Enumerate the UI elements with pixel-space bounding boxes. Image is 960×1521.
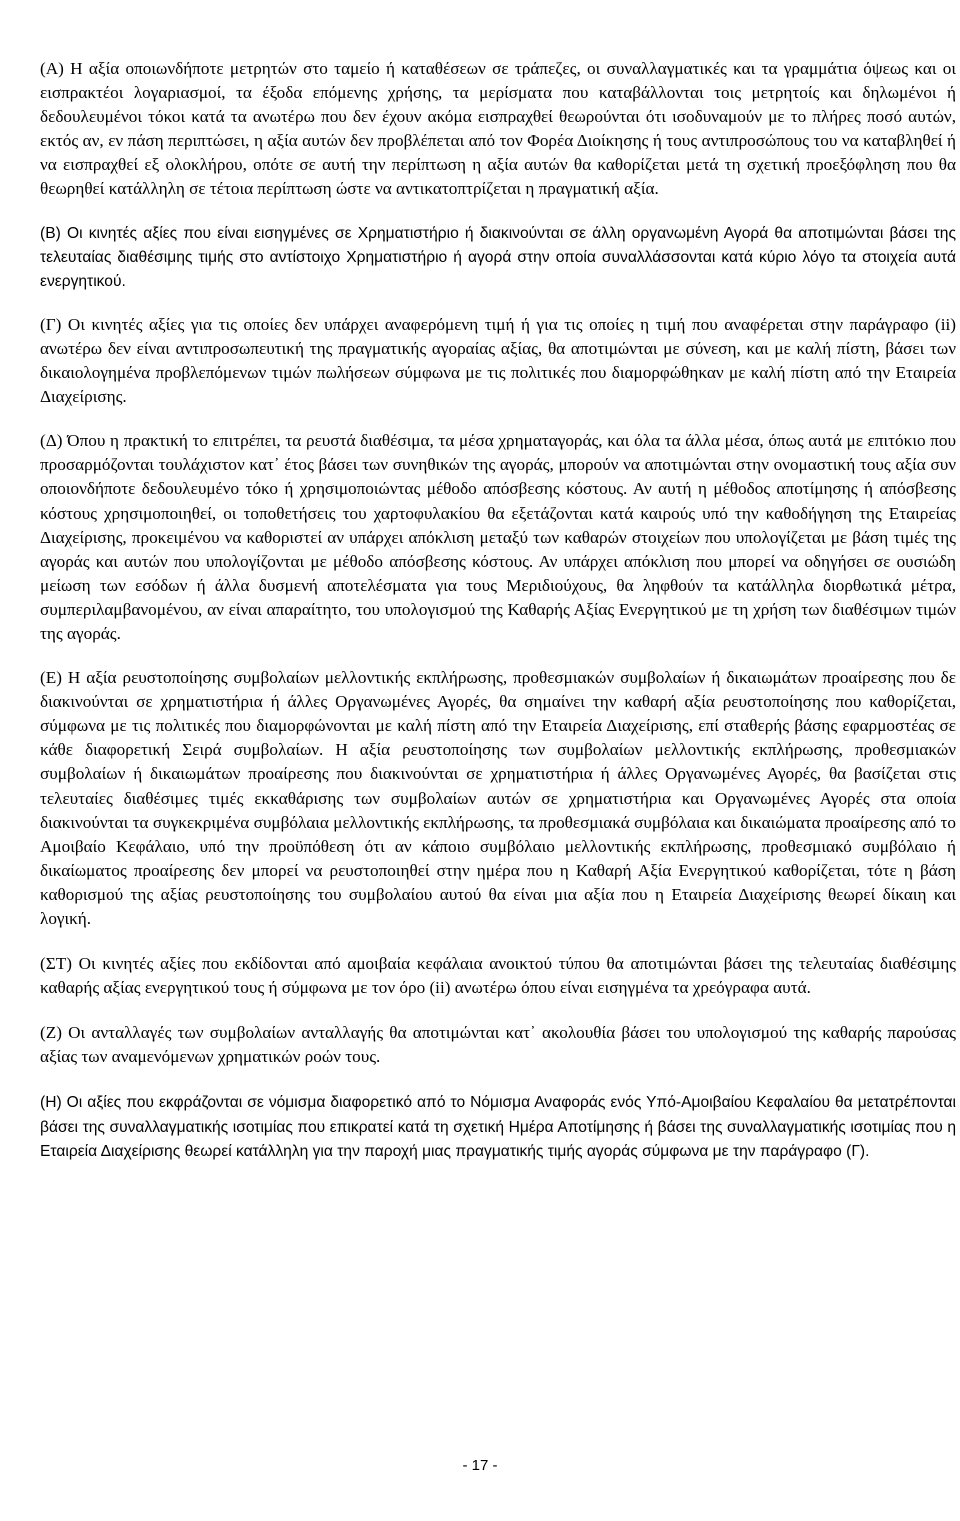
paragraph-c: (Γ) Οι κινητές αξίες για τις οποίες δεν υπάρχει αναφερόμενη τιμή ή για τις οποίες η τιμή που αναφέρεται στην παράγραφο (ii) ανωτέρω δεν είναι αντιπροσωπευτική της πραγματικής αγοραίας αξίας, θα αποτιμώνται με σύνεση, και με καλή πίστη, βάσει των δικαιολογημένα προβλεπόμενων τιμών πωλήσεων σύμφωνα με τις πολιτικές που διαμορφώθηκαν με καλή πίστη από την Εταιρεία Διαχείρισης. [40,314,956,407]
paragraph-e: (Ε) Η αξία ρευστοποίησης συμβολαίων μελλοντικής εκπλήρωσης, προθεσμιακών συμβολαίων ή δικαιωμάτων προαίρεσης που δε διακινούνται σε χρηματιστήρια ή άλλες Οργανωμένες Αγορές, θα σημαίνει την καθαρή αξία ρευστοποίησης που καθορίζεται, σύμφωνα με τις πολιτικές που διαμορφώνονται με καλή πίστη από την Εταιρεία Διαχείρισης, επί σταθερής βάσης εφαρμοστέας σε κάθε διαφορετική Σειρά συμβολαίων. Η αξία ρευστοποίησης των συμβολαίων μελλοντικής εκπλήρωσης, προθεσμιακών συμβολαίων ή δικαιωμάτων προαίρεσης που διακινούνται σε χρηματιστήρια ή άλλες Οργανωμένες Αγορές, θα βασίζεται στις τελευταίες διαθέσιμες τιμές εκκαθάρισης των συμβολαίων αυτών σε χρηματιστήρια και Οργανωμένες Αγορές στα οποία διακινούνται τα συγκεκριμένα συμβόλαια μελλοντικής εκπλήρωσης, τα προθεσμιακά συμβόλαια και δικαιώματα προαίρεσης από το Αμοιβαίο Κεφάλαιο, υπό την προϋπόθεση ότι αν κάποιο συμβόλαιο μελλοντικής εκπλήρωσης, προθεσμιακό συμβόλαιο ή δικαίωματος προαίρεσης δεν μπορεί να ρευστοποιηθεί στην ημέρα που η Καθαρή Αξία Ενεργητικού καθορίζεται, τότε η βάση καθορισμού της αξίας ρευστοποίησης του συμβολαίου αυτού θα είναι μια αξία που η Εταιρεία Διαχείρισης θεωρεί δίκαιη και λογική. [40,668,956,928]
page-number: - 17 - [462,1457,498,1474]
paragraph-st: (ΣΤ) Οι κινητές αξίες που εκδίδονται από αμοιβαία κεφάλαια ανοικτού τύπου θα αποτιμώνται βάσει της τελευταίας διαθέσιμης καθαρής αξίας ενεργητικού τους ή σύμφωνα με τον όρο (ii) ανωτέρω όπου είναι εισηγμένα τα χρεόγραφα αυτά. [40,954,956,998]
paragraph-a: (Α) Η αξία οποιωνδήποτε μετρητών στο ταμείο ή καταθέσεων σε τράπεζες, οι συναλλαγματικές και τα γραμμάτια όψεως και οι εισπρακτέοι λογαριασμοί, τα έξοδα επόμενης χρήσης, τα μερίσματα που καταβάλλονται τοις μετρητοίς και δηλωμένοι ή δεδουλευμένοι τόκοι κατά τα ανωτέρω που δεν έχουν ακόμα εισπραχθεί θεωρούνται ότι ισοδυναμούν με το πλήρες ποσό αυτών, εκτός αν, εν πάση περιπτώσει, η αξία αυτών δεν προβλέπεται από τον Φορέα Διοίκησης ή τους αντιπροσώπους του να καταβληθεί ή να εισπραχθεί εξ ολοκλήρου, οπότε σε αυτή την περίπτωση η αξία αυτών θα καθορίζεται μετά τη σχετική προεξόφληση που θα θεωρηθεί κατάλληλη σε τέτοια περίπτωση ώστε να αντικατοπτρίζεται η πραγματική αξία. [40,59,956,199]
paragraph-d: (Δ) Όπου η πρακτική το επιτρέπει, τα ρευστά διαθέσιμα, τα μέσα χρηματαγοράς, και όλα τα άλλα μέσα, όπως αυτά με επιτόκιο που προσαρμόζονται τουλάχιστον κατ᾽ έτος βάσει των συνηθικών της αγοράς, μπορούν να αποτιμώνται στην ονομαστική τους αξία συν οποιονδήποτε δεδουλευμένο τόκο ή χρησιμοποιώντας μέθοδο απόσβεσης κόστους. Αν αυτή η μέθοδος αποτίμησης ή απόσβεσης κόστους χρησιμοποιηθεί, οι τοποθετήσεις του χαρτοφυλακίου θα εξετάζονται κατά καιρούς υπό την καθοδήγηση της Εταιρείας Διαχείρισης, προκειμένου να καθοριστεί αν υπάρχει απόκλιση μεταξύ των καθαρών στοιχείων που υπολογίζεται με βάση τιμές της αγοράς και αυτών που υπολογίζονται με μέθοδο απόσβεσης κόστους. Αν υπάρχει απόκλιση που μπορεί να οδηγήσει σε ουσιώδη μείωση των εσόδων ή άλλα δυσμενή αποτελέσματα για τους Μεριδιούχους, θα ληφθούν τα κατάλληλα διορθωτικά μέτρα, συμπεριλαμβανομένου, αν είναι απαραίτητο, του υπολογισμού της Καθαρής Αξίας Ενεργητικού με τη χρήση των διαθέσιμων τιμών της αγοράς. [40,431,956,643]
paragraph-h: (Η) Οι αξίες που εκφράζονται σε νόμισμα διαφορετικό από το Νόμισμα Αναφοράς ενός Υπό-Αμοιβαίου Κεφαλαίου θα μετατρέπονται βάσει της συναλλαγματικής ισοτιμίας που επικρατεί κατά τη σχετική Ημέρα Αποτίμησης ή βάσει της συναλλαγματικής ισοτιμίας που η Εταιρεία Διαχείρισης θεωρεί κατάλληλη για την παροχή μιας πραγματικής τιμής αγοράς σύμφωνα με την παράγραφο (Γ). [40,1094,956,1160]
paragraph-b: (Β) Οι κινητές αξίες που είναι εισηγμένες σε Χρηματιστήριο ή διακινούνται σε άλλη οργανωμένη Αγορά θα αποτιμώνται βάσει της τελευταίας διαθέσιμης τιμής στο αντίστοιχο Χρηματιστήριο ή αγορά στην οποία συναλλάσσονται κατά κύριο λόγο τα στοιχεία αυτά ενεργητικού. [40,224,956,290]
document-page [40,57,956,1185]
paragraph-z: (Ζ) Οι ανταλλαγές των συμβολαίων ανταλλαγής θα αποτιμώνται κατ᾽ ακολουθία βάσει του υπολογισμού της καθαρής παρούσας αξίας των αναμενόμενων χρηματικών ροών τους. [40,1023,956,1067]
